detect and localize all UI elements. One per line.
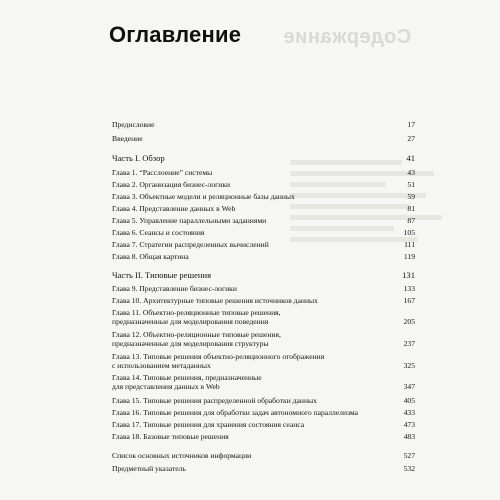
toc-entry-label: Глава 8. Общая картина [112, 252, 189, 261]
toc-entry [112, 192, 415, 201]
toc-entry [112, 464, 415, 473]
toc-entry-page: 105 [403, 228, 415, 237]
toc-entry [112, 373, 415, 391]
toc-entry-page: 81 [407, 204, 415, 213]
toc-entry [112, 240, 415, 249]
toc-entry-page: 17 [407, 120, 415, 129]
toc-entry-label: Глава 11. Объектно-реляционные типовые решения, предназначенные для моделирования поведения [112, 308, 281, 326]
toc-entry-page: 205 [403, 317, 415, 326]
toc-entry [112, 228, 415, 237]
toc-entry-label: Список основных источников информации [112, 451, 252, 460]
toc-entry [112, 134, 415, 143]
toc-entry-page: 473 [403, 420, 415, 429]
toc-entry [112, 432, 415, 441]
toc-entry-label: Глава 3. Объектные модели и реляционные базы данных [112, 192, 295, 201]
toc-entry [112, 396, 415, 405]
toc-entry-label: Глава 6. Сеансы и состояния [112, 228, 205, 237]
toc-entry-page: 41 [406, 153, 415, 163]
toc-entry-page: 527 [403, 451, 415, 460]
toc-entry-page: 167 [403, 296, 415, 305]
toc-entry-label: Глава 9. Представление бизнес-логики [112, 284, 237, 293]
toc-entry-page: 27 [407, 134, 415, 143]
toc-entry-label: Глава 17. Типовые решения для хранения состояния сеанса [112, 420, 305, 429]
toc-entry-label: Глава 13. Типовые решения объектно-реляционного отображения с использованием метаданных [112, 352, 325, 370]
toc-entry [112, 180, 415, 189]
toc-entry-page: 131 [402, 270, 415, 280]
toc-entry [112, 420, 415, 429]
toc-entry-label: Глава 7. Стратегии распределенных вычислений [112, 240, 269, 249]
toc-entry-label: Предметный указатель [112, 464, 186, 473]
toc-entry-page: 347 [403, 382, 415, 391]
toc-part-label: Часть I. Обзор [112, 153, 165, 163]
toc-entry-page: 111 [404, 240, 415, 249]
toc-entry-page: 133 [403, 284, 415, 293]
toc-entry-page: 87 [407, 216, 415, 225]
toc-entry-page: 119 [403, 252, 415, 261]
toc-entry [112, 168, 415, 177]
toc-entry [112, 284, 415, 293]
toc-entry [112, 252, 415, 261]
toc-entry-label: Глава 1. “Расслоение” системы [112, 168, 213, 177]
toc-entry-label: Глава 14. Типовые решения, предназначенные для представления данных в Web [112, 373, 262, 391]
toc-entry-label: Введение [112, 134, 143, 143]
toc-entry-label: Предисловие [112, 120, 155, 129]
page-title: Оглавление [109, 22, 242, 47]
toc-entry [112, 408, 415, 417]
toc-entry [112, 296, 415, 305]
toc-entry-page: 325 [403, 361, 415, 370]
toc-entry-page: 433 [403, 408, 415, 417]
toc-entry [112, 451, 415, 460]
toc-entry-label: Глава 2. Организация бизнес-логики [112, 180, 231, 189]
toc-entry [112, 216, 415, 225]
toc-entry [112, 204, 415, 213]
toc-entry-page: 405 [403, 396, 415, 405]
toc-entry-label: Глава 16. Типовые решения для обработки задач автономного параллелизма [112, 408, 359, 417]
bleed-through-title: Содержание [283, 26, 412, 48]
toc-part-label: Часть II. Типовые решения [112, 270, 212, 280]
toc-entry-label: Глава 18. Базовые типовые решения [112, 432, 229, 441]
toc-entry-label: Глава 15. Типовые решения распределенной обработки данных [112, 396, 317, 405]
toc-entry-page: 59 [407, 192, 415, 201]
toc-entry-page: 483 [403, 432, 415, 441]
toc-entry [112, 352, 415, 370]
toc-part [112, 154, 415, 163]
toc-entry [112, 308, 415, 326]
toc-entry-label: Глава 5. Управление параллельными заданиями [112, 216, 267, 225]
toc-entry-page: 237 [403, 339, 415, 348]
toc-entry [112, 330, 415, 348]
toc-entry [112, 120, 415, 129]
toc-entry-label: Глава 12. Объектно-реляционные типовые решения, предназначенные для моделирования структуры [112, 330, 281, 348]
toc-entry-page: 51 [407, 180, 415, 189]
toc-entry-label: Глава 10. Архитектурные типовые решения источников данных [112, 296, 318, 305]
toc-entry-label: Глава 4. Представление данных в Web [112, 204, 236, 213]
toc-part [112, 271, 415, 280]
toc-entry-page: 43 [407, 168, 415, 177]
toc-entry-page: 532 [403, 464, 415, 473]
